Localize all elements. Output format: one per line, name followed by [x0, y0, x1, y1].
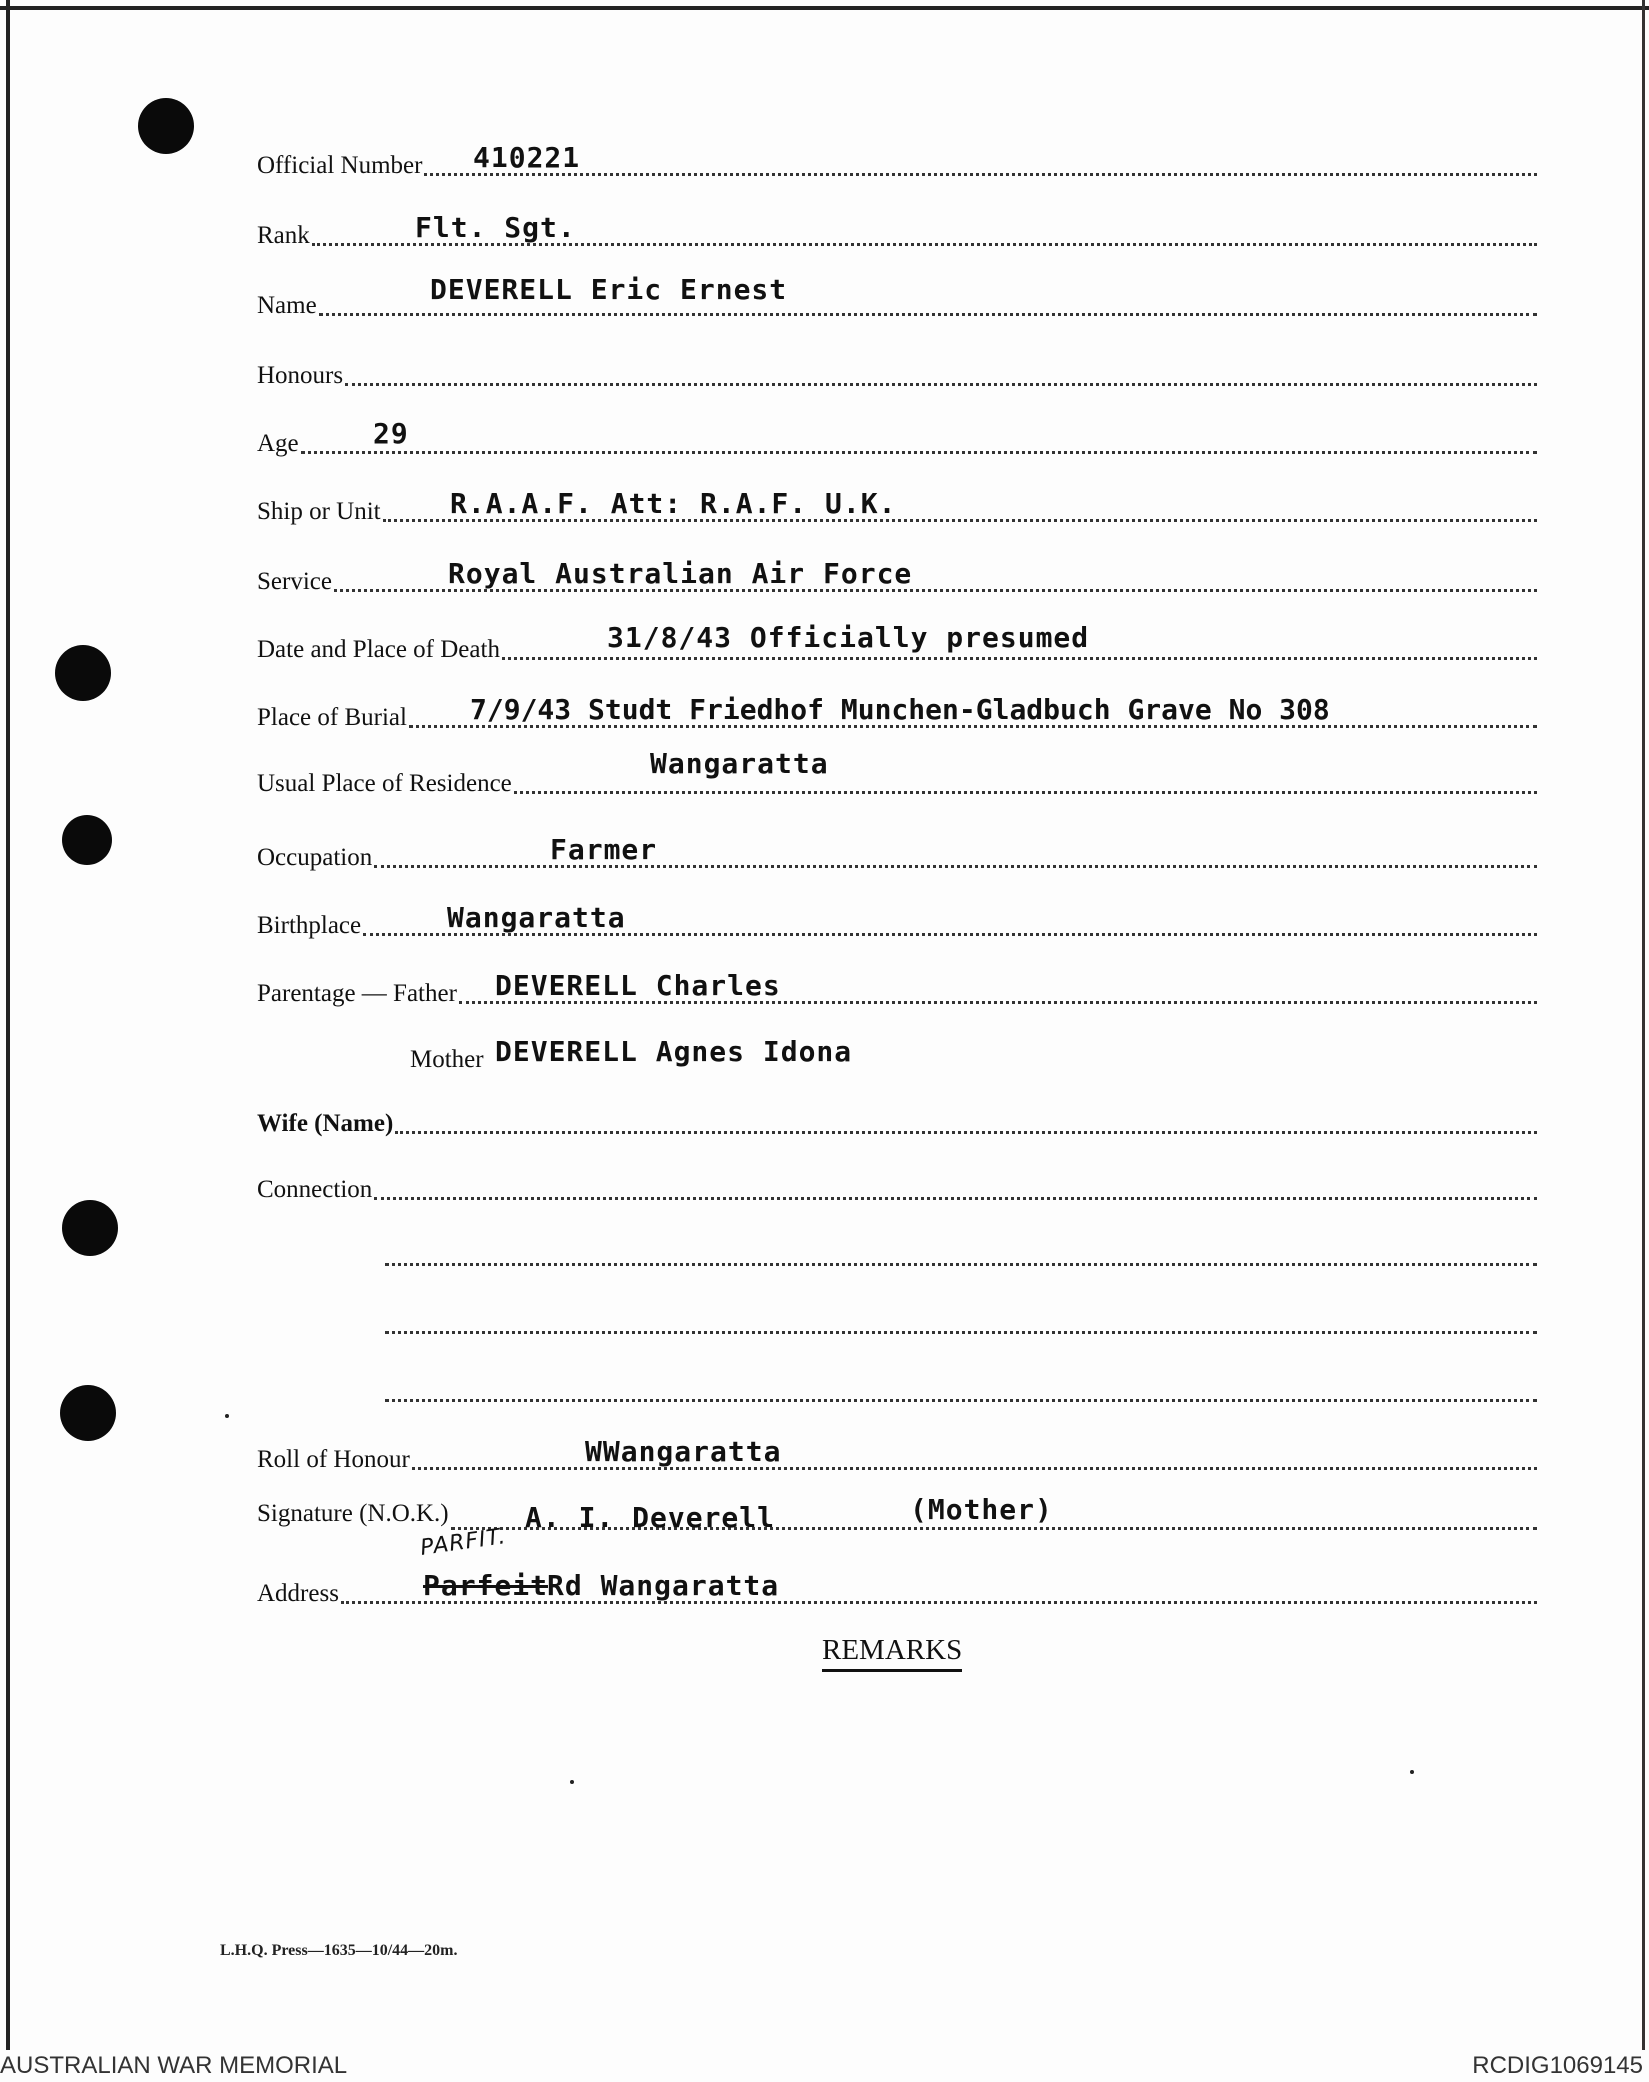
punch-hole — [55, 645, 111, 701]
connection-line — [255, 1228, 1537, 1274]
field-label: Usual Place of Residence — [257, 770, 512, 797]
speck — [225, 1414, 229, 1418]
speck — [1410, 1770, 1414, 1774]
field-label: Signature (N.O.K.) — [257, 1500, 449, 1527]
field-occupation — [255, 830, 1537, 876]
dotted-line — [319, 313, 1537, 316]
dotted-line — [301, 451, 1537, 454]
dotted-line — [395, 1131, 1537, 1134]
field-value: DEVERELL Agnes Idona — [495, 1035, 853, 1068]
field-value: Flt. Sgt. — [415, 211, 576, 244]
field-wife — [255, 1096, 1537, 1142]
field-address — [255, 1566, 1537, 1612]
punch-hole — [62, 815, 112, 865]
field-label: Rank — [257, 222, 310, 249]
field-label: Occupation — [257, 844, 373, 871]
field-name — [255, 273, 1537, 324]
dotted-line — [345, 383, 1537, 386]
field-value: WWangaratta — [585, 1435, 782, 1468]
field-label: Ship or Unit — [257, 498, 381, 525]
field-value: 410221 — [473, 141, 581, 174]
field-usual-residence — [255, 747, 1537, 802]
field-place-of-burial — [255, 690, 1537, 736]
field-label: Connection — [257, 1176, 373, 1203]
field-label: Mother — [410, 1046, 484, 1073]
archive-label: AUSTRALIAN WAR MEMORIAL — [0, 2052, 348, 2079]
field-value: 31/8/43 Officially presumed — [607, 621, 1090, 654]
press-mark: L.H.Q. Press—1635—10/44—20m. — [220, 1942, 458, 1959]
field-mother — [255, 1032, 1537, 1078]
left-border — [6, 0, 10, 2050]
speck — [570, 1780, 574, 1784]
field-label: Age — [257, 430, 299, 457]
field-roll-of-honour — [255, 1432, 1537, 1478]
dotted-line — [502, 657, 1537, 660]
field-label: Roll of Honour — [257, 1446, 410, 1473]
signature-relation: (Mother) — [910, 1493, 1053, 1526]
dotted-line — [412, 1467, 1537, 1470]
field-connection — [255, 1162, 1537, 1208]
field-official-number — [255, 138, 1537, 184]
connection-line — [255, 1364, 1537, 1410]
field-value: 29 — [373, 417, 409, 450]
connection-line — [255, 1296, 1537, 1342]
field-label: Name — [257, 292, 317, 319]
right-border — [1642, 0, 1645, 2050]
punch-hole — [138, 98, 194, 154]
field-rank — [255, 208, 1537, 254]
field-value: DEVERELL Charles — [495, 969, 781, 1002]
handwritten-correction: PARFIT. — [418, 1524, 508, 1561]
dotted-line — [374, 865, 1537, 868]
field-label: Address — [257, 1580, 339, 1607]
field-value: Farmer — [550, 833, 658, 866]
field-value: 7/9/43 Studt Friedhof Munchen-Gladbuch Grave No 308 — [470, 693, 1330, 726]
field-value: DEVERELL Eric Ernest — [430, 273, 788, 306]
signature-value: A. I. Deverell — [525, 1501, 776, 1534]
record-id: RCDIG1069145 — [1472, 2052, 1643, 2079]
remarks-heading: REMARKS — [822, 1634, 962, 1672]
field-label: Official Number — [257, 152, 423, 179]
top-border — [0, 6, 1649, 10]
dotted-line — [385, 1399, 1537, 1402]
field-label: Parentage — Father — [257, 980, 457, 1007]
field-label: Service — [257, 568, 332, 595]
dotted-line — [385, 1263, 1537, 1266]
dotted-line — [424, 173, 1537, 176]
punch-hole — [62, 1200, 118, 1256]
field-honours — [255, 348, 1537, 394]
field-label: Date and Place of Death — [257, 636, 500, 663]
struck-text: Parfeit — [423, 1569, 549, 1602]
field-label: Wife (Name) — [257, 1110, 394, 1137]
field-age — [255, 416, 1537, 462]
field-value: Wangaratta — [447, 901, 626, 934]
dotted-line — [374, 1197, 1537, 1200]
dotted-line — [514, 791, 1537, 794]
field-father — [255, 966, 1537, 1012]
dotted-line — [385, 1331, 1537, 1334]
punch-hole — [60, 1385, 116, 1441]
field-label: Honours — [257, 362, 344, 389]
field-value: Wangaratta — [650, 747, 829, 780]
field-value: Rd Wangaratta — [547, 1569, 780, 1602]
field-label: Birthplace — [257, 912, 362, 939]
field-service — [255, 554, 1537, 600]
field-ship-or-unit — [255, 484, 1537, 530]
field-value: R.A.A.F. Att: R.A.F. U.K. — [450, 487, 897, 520]
field-label: Place of Burial — [257, 704, 407, 731]
field-birthplace — [255, 898, 1537, 944]
field-date-place-death — [255, 622, 1537, 668]
field-value: Royal Australian Air Force — [448, 557, 913, 590]
